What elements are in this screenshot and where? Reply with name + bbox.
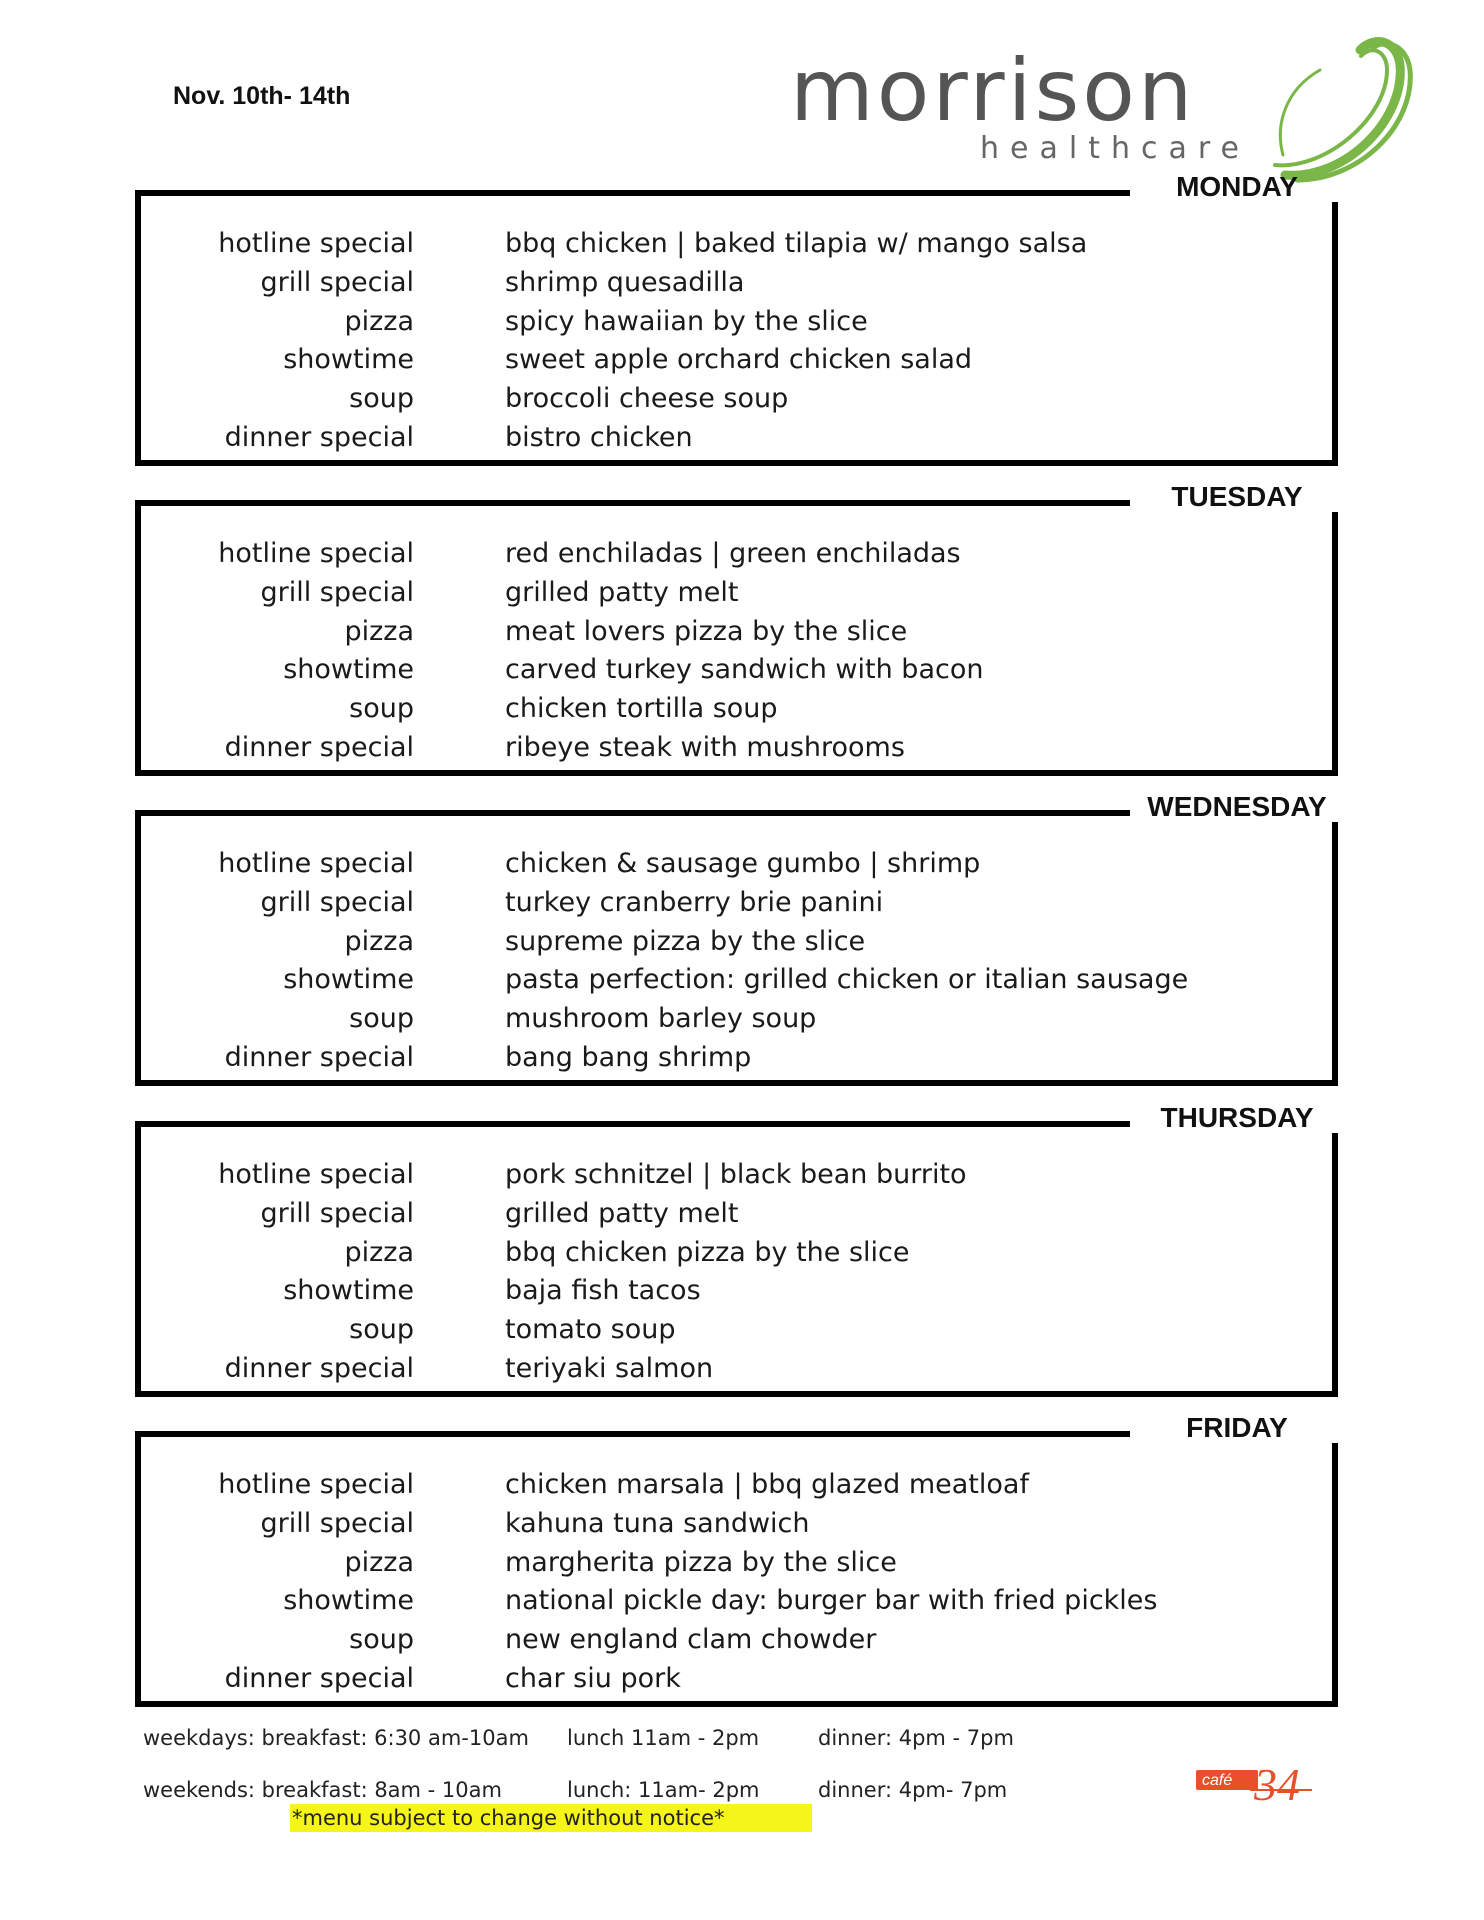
station-label: showtime <box>283 964 414 995</box>
station-label: soup <box>349 383 414 414</box>
menu-item: char siu pork <box>505 1663 681 1694</box>
menu-row <box>135 1040 1339 1076</box>
menu-row <box>135 730 1339 766</box>
menu-row <box>135 304 1339 340</box>
station-label: dinner special <box>224 1353 414 1384</box>
menu-row <box>135 1001 1339 1037</box>
menu-item: turkey cranberry brie panini <box>505 887 884 918</box>
menu-row <box>135 342 1339 378</box>
station-label: pizza <box>344 1547 414 1578</box>
station-label: showtime <box>283 344 414 375</box>
menu-row <box>135 924 1339 960</box>
station-label: grill special <box>260 577 414 608</box>
weekdays-dinner-hours: dinner: 4pm - 7pm <box>818 1726 1014 1750</box>
day-section-monday <box>135 171 1339 466</box>
menu-item: baja fish tacos <box>505 1275 701 1306</box>
station-label: showtime <box>283 1585 414 1616</box>
menu-row <box>135 962 1339 998</box>
menu-row <box>135 691 1339 727</box>
date-range: Nov. 10th- 14th <box>173 82 351 110</box>
menu-row <box>135 1235 1339 1271</box>
menu-row <box>135 381 1339 417</box>
menu-row <box>135 1583 1339 1619</box>
station-label: hotline special <box>218 538 414 569</box>
menu-item: bistro chicken <box>505 422 693 453</box>
menu-disclaimer: *menu subject to change without notice* <box>290 1804 812 1832</box>
menu-row <box>135 1661 1339 1697</box>
menu-item: kahuna tuna sandwich <box>505 1508 810 1539</box>
station-label: pizza <box>344 616 414 647</box>
menu-row <box>135 1545 1339 1581</box>
menu-item: spicy hawaiian by the slice <box>505 306 868 337</box>
menu-row <box>135 614 1339 650</box>
weekdays-lunch-hours: lunch 11am - 2pm <box>567 1726 760 1750</box>
station-label: pizza <box>344 306 414 337</box>
menu-row <box>135 575 1339 611</box>
menu-item: meat lovers pizza by the slice <box>505 616 908 647</box>
menu-item: shrimp quesadilla <box>505 267 745 298</box>
station-label: soup <box>349 1624 414 1655</box>
svg-text:café: café <box>1202 1772 1233 1789</box>
station-label: showtime <box>283 654 414 685</box>
menu-item: bbq chicken pizza by the slice <box>505 1237 910 1268</box>
day-name: FRIDAY <box>1186 1412 1288 1443</box>
day-section-friday <box>135 1412 1339 1707</box>
day-name: WEDNESDAY <box>1147 791 1327 822</box>
menu-row <box>135 1467 1339 1503</box>
menu-item: new england clam chowder <box>505 1624 877 1655</box>
menu-item: mushroom barley soup <box>505 1003 817 1034</box>
station-label: soup <box>349 693 414 724</box>
menu-row <box>135 536 1339 572</box>
menu-item: chicken & sausage gumbo | shrimp <box>505 848 981 879</box>
weekdays-breakfast-hours: weekdays: breakfast: 6:30 am-10am <box>143 1726 529 1750</box>
menu-item: pork schnitzel | black bean burrito <box>505 1159 967 1190</box>
weekends-breakfast-hours: weekends: breakfast: 8am - 10am <box>143 1778 502 1802</box>
station-label: pizza <box>344 926 414 957</box>
day-name: THURSDAY <box>1160 1102 1314 1133</box>
menu-item: chicken tortilla soup <box>505 693 778 724</box>
station-label: grill special <box>260 1508 414 1539</box>
weekends-lunch-hours: lunch: 11am- 2pm <box>567 1778 760 1802</box>
station-label: dinner special <box>224 732 414 763</box>
menu-row <box>135 265 1339 301</box>
day-section-tuesday <box>135 481 1339 776</box>
menu-row <box>135 1506 1339 1542</box>
day-name: MONDAY <box>1176 171 1298 202</box>
day-section-thursday <box>135 1102 1339 1397</box>
menu-item: broccoli cheese soup <box>505 383 789 414</box>
station-label: soup <box>349 1314 414 1345</box>
station-label: grill special <box>260 887 414 918</box>
svg-text:34: 34 <box>1254 1759 1300 1810</box>
menu-row <box>135 1622 1339 1658</box>
logo-wordmark: morrison <box>790 41 1196 141</box>
menu-row <box>135 1312 1339 1348</box>
menu-item: tomato soup <box>505 1314 676 1345</box>
cafe-34-logo-graphic <box>1190 1752 1320 1822</box>
station-label: grill special <box>260 267 414 298</box>
menu-item: grilled patty melt <box>505 577 739 608</box>
menu-item: ribeye steak with mushrooms <box>505 732 905 763</box>
station-label: hotline special <box>218 1469 414 1500</box>
menu-row <box>135 420 1339 456</box>
menu-row <box>135 226 1339 262</box>
menu-item: bbq chicken | baked tilapia w/ mango salsa <box>505 228 1088 259</box>
menu-row <box>135 1157 1339 1193</box>
menu-item: margherita pizza by the slice <box>505 1547 897 1578</box>
day-name: TUESDAY <box>1171 481 1303 512</box>
day-section-wednesday <box>135 791 1339 1086</box>
station-label: hotline special <box>218 1159 414 1190</box>
logo-subtitle: healthcare <box>980 131 1250 166</box>
menu-row <box>135 1351 1339 1387</box>
menu-row <box>135 652 1339 688</box>
menu-row <box>135 1196 1339 1232</box>
station-label: soup <box>349 1003 414 1034</box>
station-label: dinner special <box>224 1042 414 1073</box>
station-label: dinner special <box>224 1663 414 1694</box>
menu-item: carved turkey sandwich with bacon <box>505 654 984 685</box>
station-label: showtime <box>283 1275 414 1306</box>
station-label: dinner special <box>224 422 414 453</box>
morrison-healthcare-logo <box>790 30 1410 190</box>
menu-item: pasta perfection: grilled chicken or italian sausage <box>505 964 1189 995</box>
menu-item: red enchiladas | green enchiladas <box>505 538 961 569</box>
menu-row <box>135 846 1339 882</box>
menu-item: teriyaki salmon <box>505 1353 714 1384</box>
menu-item: sweet apple orchard chicken salad <box>505 344 973 375</box>
menu-row <box>135 1273 1339 1309</box>
station-label: pizza <box>344 1237 414 1268</box>
menu-row <box>135 885 1339 921</box>
station-label: hotline special <box>218 848 414 879</box>
weekends-dinner-hours: dinner: 4pm- 7pm <box>818 1778 1008 1802</box>
menu-item: national pickle day: burger bar with fried pickles <box>505 1585 1158 1616</box>
station-label: hotline special <box>218 228 414 259</box>
cafe-34-logo <box>1190 1752 1320 1822</box>
menu-item: grilled patty melt <box>505 1198 739 1229</box>
menu-item: chicken marsala | bbq glazed meatloaf <box>505 1469 1029 1500</box>
menu-item: bang bang shrimp <box>505 1042 752 1073</box>
station-label: grill special <box>260 1198 414 1229</box>
menu-item: supreme pizza by the slice <box>505 926 866 957</box>
